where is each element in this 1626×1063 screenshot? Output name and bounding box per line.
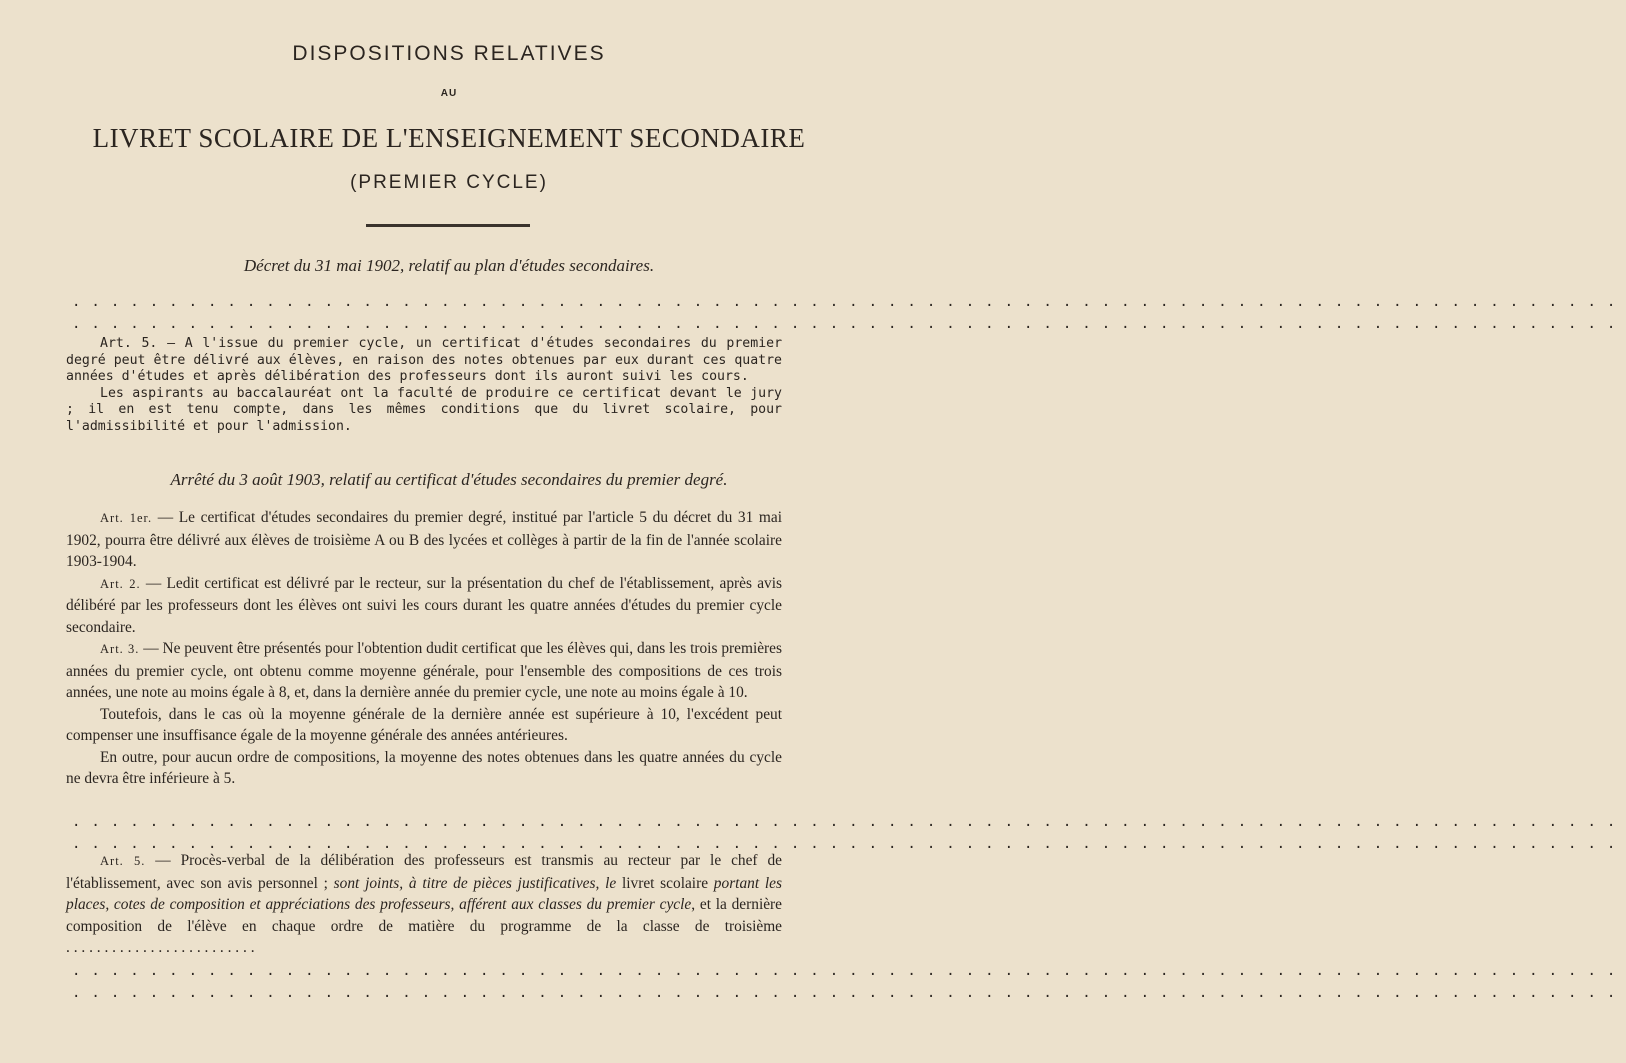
document-cycle: (PREMIER CYCLE) [350, 172, 548, 193]
decret-heading: Décret du 31 mai 1902, relatif au plan d'études secondaires. [243, 256, 655, 275]
ellipsis-line: ................................................................................ [72, 814, 1626, 830]
ellipsis-line: ................................................................................ [72, 294, 1626, 310]
article-italic-text: portant les places, cotes de composition et appréciations des professeurs, afférent aux classes du premier cycle [66, 874, 782, 913]
article-label: Art. 5. [100, 854, 146, 868]
article-2 [66, 573, 782, 639]
arrete-heading: Arrêté du 3 août 1903, relatif au certificat d'études secondaires du premier degré. [170, 470, 728, 489]
title-connector: AU [440, 88, 458, 99]
article-label: Art. 1er. [100, 511, 153, 525]
article-3-paragraph-3: En outre, pour aucun ordre de compositions, la moyenne des notes obtenues dans les quatre années du cycle ne devra être inférieure à 5. [66, 748, 782, 787]
article-label: Art. 3. [100, 642, 140, 656]
arrete-articles [66, 507, 782, 790]
article-text: , et la dernière composition de l'élève en chaque ordre de matière du programme de la classe de troisième [66, 896, 783, 935]
article-italic-text: sont joints, à titre de pièces justificatives, le [333, 874, 617, 892]
article-text: — A l'issue du premier cycle, un certificat d'études secondaires du premier degré peut être délivré aux élèves, en raison des notes obtenues par eux durant ces quatre années d'études et après délibération des professeurs dont ils auront suivi les cours. [66, 336, 783, 384]
article-text: — Ne peuvent être présentés pour l'obtention dudit certificat que les élèves qui, dans les trois premières années du premier cycle, ont obtenu comme moyenne générale, pour l'ensemble des compositions de ces trois années, une note au moins égale à 8, et, dans la dernière année du premier cycle, une note au moins égale à 10. [66, 640, 782, 701]
article-text: livret scolaire [616, 874, 714, 892]
decret-paragraph-2: Les aspirants au baccalauréat ont la faculté de produire ce certificat devant le jury ; il en est tenu compte, dans les mêmes conditions que du livret scolaire, pour l'admissibilité et pour l'admission. [66, 385, 782, 434]
ellipsis-line: ................................................................................ [72, 316, 1626, 332]
ellipsis-line: ................................................................................ [72, 836, 1626, 852]
article-label: Art. 2. [100, 576, 141, 591]
ellipsis-line: ................................................................................ [72, 963, 1626, 979]
document-title: DISPOSITIONS RELATIVES [292, 42, 606, 65]
article-5 [66, 850, 782, 959]
article-label: Art. 5. [100, 336, 158, 351]
decret-article-5 [66, 336, 782, 435]
article-3-paragraph-2: Toutefois, dans le cas où la moyenne générale de la dernière année est supérieure à 10, l'excédent peut compenser une insuffisance égale de la moyenne générale des années antérieures. [66, 705, 782, 744]
article-1 [66, 507, 782, 573]
document-subject: LIVRET SCOLAIRE DE L'ENSEIGNEMENT SECONDAIRE [92, 123, 806, 153]
ellipsis-line: ................................................................................ [72, 985, 1626, 1001]
title-rule [366, 224, 530, 227]
article-3 [66, 638, 782, 704]
article-text: — Le certificat d'études secondaires du premier degré, institué par l'article 5 du décret du 31 mai 1902, pourra être délivré aux élèves de troisième A ou B des lycées et collèges à partir de la fin de l'année scolaire 1903-1904. [66, 509, 782, 570]
article-text: — Ledit certificat est délivré par le recteur, sur la présentation du chef de l'établissement, après avis délibéré par les professeurs dont les élèves ont suivi les cours durant les quatre années d'études du premier cycle secondaire. [66, 574, 782, 636]
article-text: — Procès-verbal de la délibération des professeurs est transmis au recteur par le chef de l'établissement, avec son avis personnel ; [66, 852, 782, 892]
ellipsis-trailing: . . . . . . . . . . . . . . . . . . . . . . . . . [66, 939, 255, 956]
